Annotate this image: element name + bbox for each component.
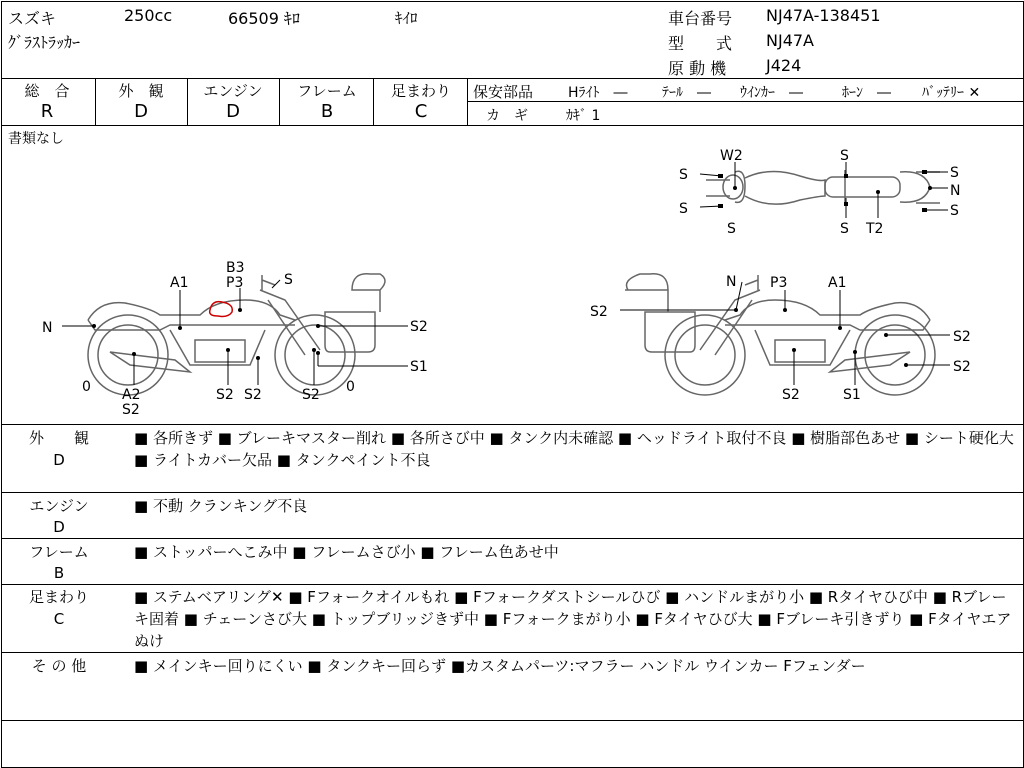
- label-right-n: N: [726, 274, 737, 290]
- label-top-s7: S: [727, 221, 736, 237]
- displacement: 250cc: [124, 6, 173, 25]
- section-frame-body: ■ ストッパーへこみ中 ■ フレームさび小 ■ フレーム色あせ中: [134, 543, 559, 561]
- grade-label-exterior: 外 観: [118, 82, 164, 100]
- label-top-s4: S: [950, 165, 959, 181]
- label-left-s1: S1: [410, 359, 428, 375]
- label-left-s2-frame: S2: [244, 387, 262, 403]
- label-top-s5: S: [950, 203, 959, 219]
- safety-battery: ﾊﾞｯﾃﾘｰ ✕: [922, 85, 981, 101]
- mileage-unit: ｷｲﾛ: [395, 9, 418, 27]
- type-value: NJ47A: [766, 31, 814, 50]
- section-engine-grade: D: [53, 518, 65, 536]
- grade-label-suspension: 足まわり: [390, 82, 451, 100]
- label-left-n: N: [42, 320, 53, 336]
- label-right-s2-case: S2: [590, 304, 608, 320]
- key-value: ｶｷﾞ 1: [566, 108, 601, 124]
- safety-title: 保安部品: [473, 83, 534, 101]
- safety-tail: ﾃｰﾙ ―: [662, 85, 711, 101]
- grade-label-engine: エンジン: [203, 82, 263, 100]
- damage-diagram: [0, 126, 1024, 424]
- label-left-s2-fork: S2: [410, 319, 428, 335]
- grade-label-overall: 総 合: [24, 82, 70, 100]
- label-left-zero-rear: 0: [82, 379, 91, 395]
- section-suspension-title: 足まわり: [28, 588, 89, 606]
- label-top-n: N: [950, 183, 961, 199]
- label-left-a1: A1: [170, 275, 189, 291]
- type-label: 型 式: [668, 34, 733, 53]
- section-other-title: そ の 他: [31, 657, 87, 675]
- safety-horn: ﾎｰﾝ ―: [842, 85, 891, 101]
- label-left-a2: A2: [122, 387, 141, 403]
- label-left-p3: P3: [226, 275, 244, 291]
- section-exterior-title: 外 観: [28, 429, 89, 447]
- section-engine-title: エンジン: [29, 497, 89, 515]
- section-frame-grade: B: [53, 564, 65, 582]
- section-frame-title: フレーム: [29, 543, 89, 561]
- label-right-s2-wheel: S2: [953, 359, 971, 375]
- label-top-t2: T2: [866, 221, 884, 237]
- section-engine-body: ■ 不動 クランキング不良: [134, 497, 308, 515]
- key-label: カ ギ: [486, 108, 528, 124]
- label-left-s2-wheel: S2: [302, 387, 320, 403]
- grade-label-frame: フレーム: [297, 82, 357, 100]
- grade-value-engine: D: [226, 101, 240, 122]
- label-right-s1: S1: [843, 387, 861, 403]
- label-right-s2-rear: S2: [953, 329, 971, 345]
- label-top-w2: W2: [720, 148, 743, 164]
- section-exterior-body: ■ 各所きず ■ ブレーキマスター削れ ■ 各所さび中 ■ タンク内未確認 ■ ヘッドライト取付不良 ■ 樹脂部色あせ ■ シート硬化大 ■ ライトカバー欠品 ■ タンクペイント不良: [134, 429, 1014, 469]
- engine-value: J424: [766, 56, 802, 75]
- section-suspension-body: ■ ステムベアリング✕ ■ Fフォークオイルもれ ■ Fフォークダストシールひび ■ ハンドルまがり小 ■ Rタイヤひび中 ■ Rブレーキ固着 ■ チェーンさび大 ■ トップブリッジきず中 ■ Fフォークまがり小 ■ Fタイヤひび大 ■ Fブレーキ引きずり ■ Fタイヤエアぬけ: [134, 588, 1012, 650]
- section-exterior-grade: D: [53, 451, 65, 469]
- label-left-b3: B3: [226, 260, 245, 276]
- label-top-s6: S: [840, 221, 849, 237]
- mileage: 66509 ｷﾛ: [228, 9, 300, 28]
- safety-winker: ｳｲﾝｶｰ ―: [740, 85, 803, 101]
- label-right-p3: P3: [770, 275, 788, 291]
- label-top-s2: S: [679, 201, 688, 217]
- label-top-s1: S: [679, 167, 688, 183]
- label-right-s2-engine: S2: [782, 387, 800, 403]
- grade-value-frame: B: [320, 101, 334, 122]
- engine-label: 原 動 機: [668, 59, 727, 78]
- grade-value-suspension: C: [414, 101, 428, 122]
- label-left-zero-front: 0: [346, 379, 355, 395]
- label-left-s2-engine: S2: [216, 387, 234, 403]
- section-suspension-grade: C: [53, 610, 65, 628]
- grade-value-exterior: D: [134, 101, 148, 122]
- chassis-label: 車台番号: [668, 9, 733, 28]
- maker: スズキ: [8, 9, 57, 28]
- documents-note: 書類なし: [8, 131, 64, 147]
- label-left-s2-muffler: S2: [122, 402, 140, 418]
- section-other-body: ■ メインキー回りにくい ■ タンクキー回らず ■カスタムパーツ:マフラー ハンドル ウインカー Fフェンダー: [134, 657, 866, 675]
- label-right-a1: A1: [828, 275, 847, 291]
- model-name: ｸﾞﾗｽﾄﾗｯｶｰ: [8, 33, 81, 52]
- label-left-s: S: [284, 272, 293, 288]
- chassis-value: NJ47A-138451: [766, 6, 881, 25]
- safety-headlight: Hﾗｲﾄ ―: [568, 85, 628, 101]
- label-top-s3: S: [840, 148, 849, 164]
- grade-value-overall: R: [40, 101, 54, 122]
